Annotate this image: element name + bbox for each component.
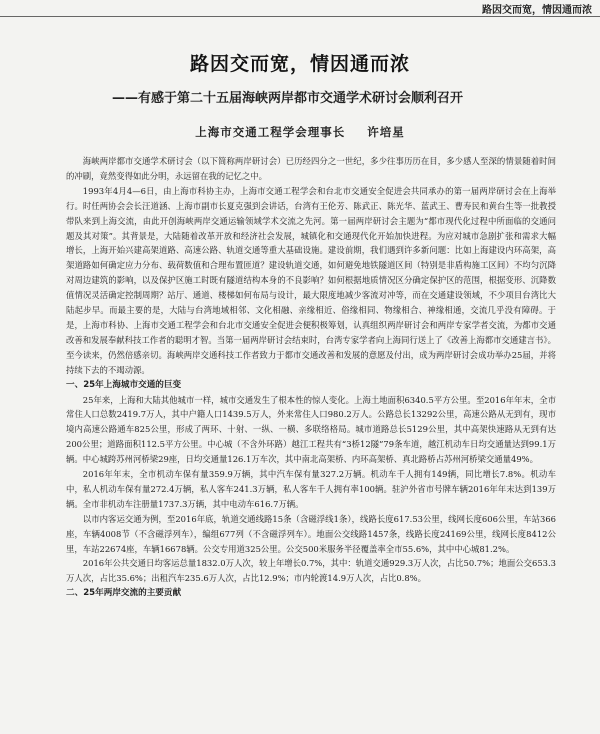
author-name: 许培星 (367, 125, 405, 139)
article-subtitle: ——有感于第二十五届海峡两岸都市交通学术研讨会顺利召开 (112, 91, 464, 106)
author-line (0, 124, 600, 140)
author-org: 上海市交通工程学会理事长 (195, 125, 346, 139)
paragraph-transit-network: 以市内客运交通为例，至2016年底，轨道交通线路15条（含磁浮线1条），线路长度617.53公里，线网长度606公里，车站366座，车辆4008节（不含磁浮列车），编组677列（不含磁浮列车）。地面公交线路1457条，线路长度24169公里，线网长度8412公里，车站22674座，车辆16678辆。公交专用道325公里。公交500米服务半径覆盖率全市55.6%，其中中心城81.2%。 (66, 513, 556, 554)
paragraph-city-changes: 25年来，上海和大陆其他城市一样，城市交通发生了根本性的惊人变化。上海土地面积6340.5平方公里。至2016年年末，全市常住人口总数2419.7万人，其中户籍人口1439.5万人，外来常住人口980.2万人。公路总长13292公里，高速公路从无到有，现市境内高速公路通车825公里，形成了两环、十射、一纵、一横、多联络格局。城市道路总长5129公里，其中高架快速路从无到有达200公里；道路面积112.5平方公里。中心城（不含外环路）越江工程共有“3桥12隧”79条车道，越江机动车日均交通量达到99.1万辆。中心城跨苏州河桥梁29座，日均交通量126.1万车次，其中南北高架桥、内环高架桥、真北路桥占苏州河桥梁交通量49%。 (66, 394, 556, 465)
paragraph-ridership: 2016年公共交通日均客运总量1832.0万人次，较上年增长0.7%，其中：轨道交通929.3万人次，占比50.7%；地面公交653.3万人次，占比35.6%；出租汽车235.6万人次，占比12.9%；市内轮渡14.9万人次，占比0.8%。 (66, 558, 556, 584)
article-body (66, 154, 556, 601)
article-title: 路因交而宽，情因通而浓 (189, 53, 410, 75)
running-title: 路因交而宽，情因通而浓 (482, 5, 592, 16)
paragraph-vehicles: 2016年年末，全市机动车保有量359.9万辆，其中汽车保有量327.2万辆。机动车千人拥有149辆，同比增长7.8%。机动车中，私人机动车保有量272.4万辆，私人客车241.3万辆，私人客车千人拥有率100辆。驻沪外省市号牌车辆2016年年末达到139万辆。全市非机动车注册量1737.3万辆，其中电动车616.7万辆。 (66, 469, 556, 509)
section-heading-1: 一、25年上海城市交通的巨变 (66, 379, 182, 390)
paragraph-intro: 海峡两岸都市交通学术研讨会（以下简称两岸研讨会）已历经四分之一世纪，多少往事历历在目，多少感人至深的情景随着时间的冲刷，竟然变得如此分明，永远留在我的记忆之中。 (66, 156, 556, 181)
running-header (0, 0, 600, 17)
paragraph-first-seminar: 1993年4月4—6日，由上海市科协主办，上海市交通工程学会和台北市交通安全促进会共同承办的第一届两岸研讨会在上海举行。时任两协会会长汪道涵、上海市副市长夏克强到会讲话，台湾有王伦芳、陈武正、陈光华、蓝武王、曹寿民和黄台生等一批教授带队来到上海交流，由此开创海峡两岸交通运输领域学术交流之先河。第一届两岸研讨会主题为“都市现代化过程中所面临的交通问题及其对策”。其背景是，大陆随着改革开放和经济社会发展，城镇化和交通现代化开始加快进程。为应对城市急剧扩张和需求大幅增长，上海开始兴建高架道路、高速公路、轨道交通等重大基础设施。建设前期，我们遇到许多新问题：比如上海建设内环高架，高架道路如何确定应力分布、载荷数值和合理布置匝道？建设轨道交通，如何避免地铁隧道区间（特别是非盾构施工区间）不均匀沉降对周边建筑的影响，以及保护区施工时既有隧道结构本身的不良影响？如何根据地质情况区分确定保护区的范围，根据变形、沉降数值情况灵活确定控制周期？站厅、通道、楼梯如何布局与设计，最大限度地减少客流对冲等，而在交通建设领域，不少项目台湾比大陆起步早。而最主要的是，大陆与台湾地域相邻、文化相融、亲缘相近、俗缘相同、物缘相合、神缘相通，交流几乎没有障碍。于是，上海市科协、上海市交通工程学会和台北市交通安全促进会便积极筹划，认真组织两岸研讨会和两岸专家学者交流，为都市交通改善和发展奉献科技工作者的聪明才智。当第一届两岸研讨会结束时，台湾专家学者向上海同行送上了《改善上海都市交通建言书》。至今读来，仍然倍感亲切。海峡两岸交通科技工作者致力于都市交通改善和发展的意愿及付出，成为两岸研讨会成功举办25届，并将持续下去的不竭动源。 (66, 185, 556, 375)
section-heading-2: 二、25年两岸交流的主要贡献 (66, 588, 182, 599)
